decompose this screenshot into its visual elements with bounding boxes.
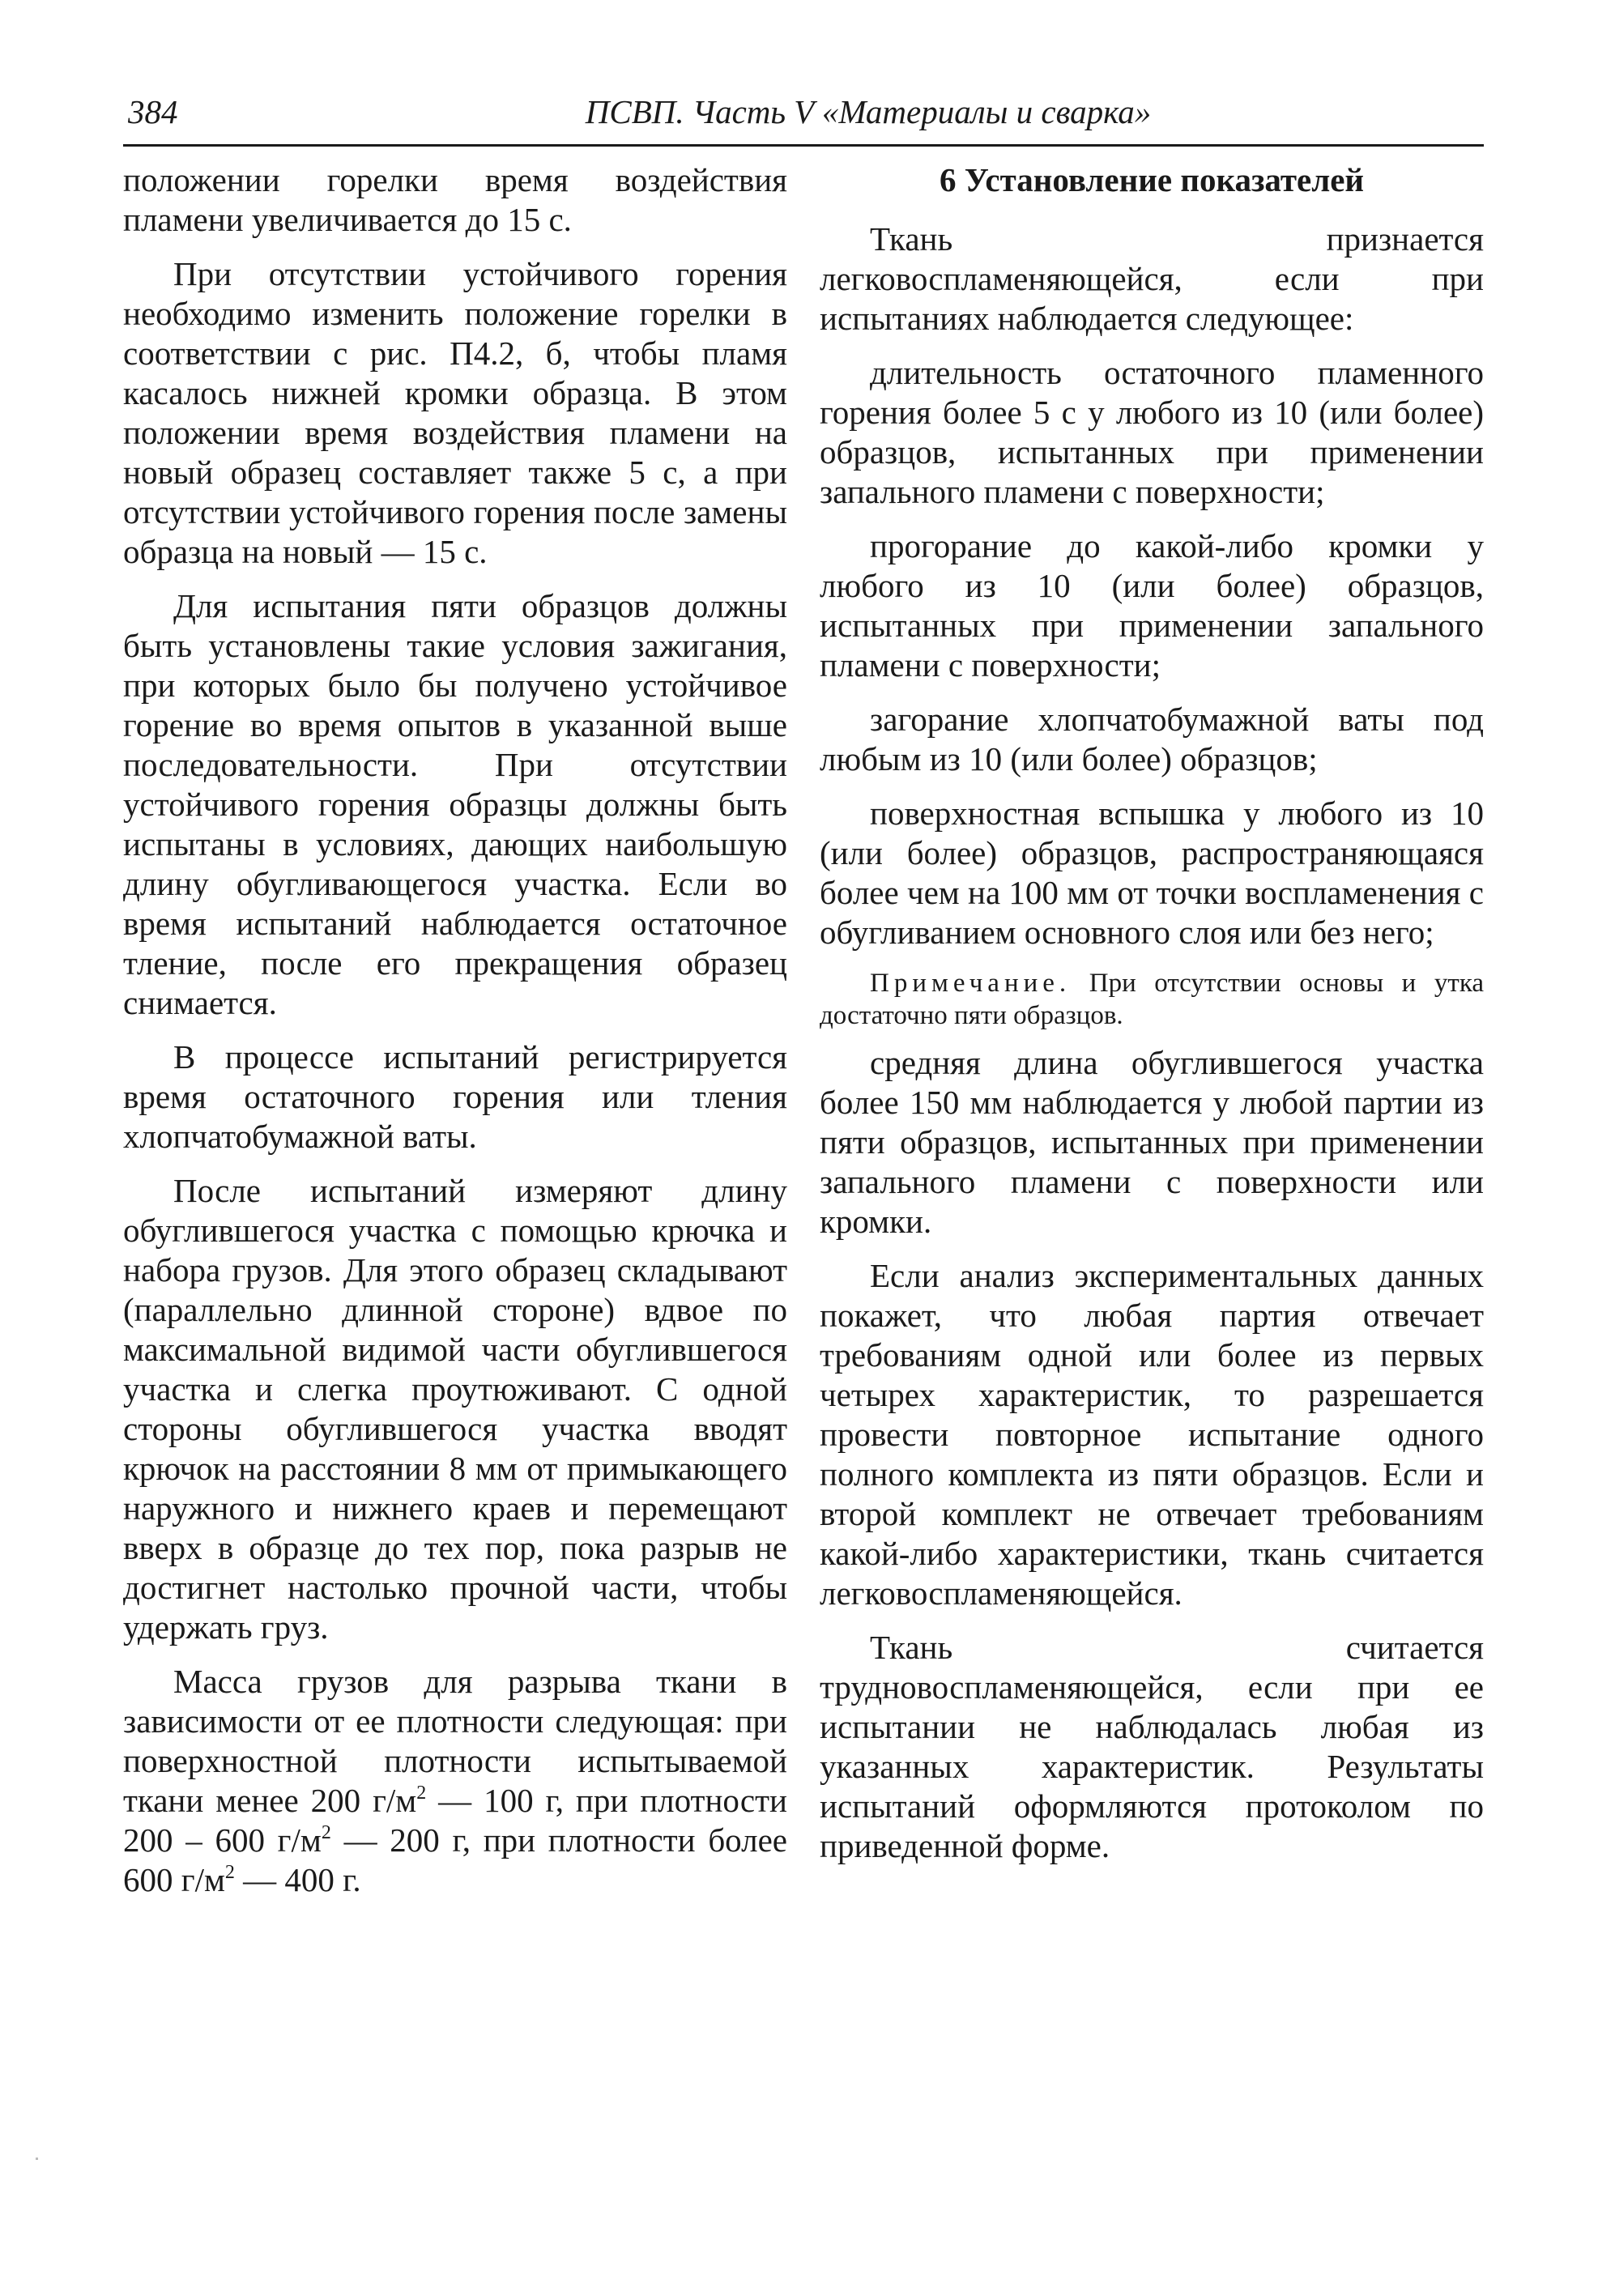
paragraph-conclusion: Ткань считается трудновоспламеняющейся, если при ее испытании не наблюдалась любая из указанных характеристик. Результаты испытаний оформляются протоколом по приведенной форме. bbox=[820, 1629, 1484, 1864]
weight-text-c: — 200 г, при плотности более 600 г/м bbox=[123, 1821, 787, 1898]
note-text: При отсутствии основы и утка достаточно пяти образцов. bbox=[820, 969, 1484, 1030]
paragraph-char-length: После испытаний измеряют длину обуглившегося участка с помощью крючка и набора грузов. Для этого образец складывают (параллельно длинной стороне) вдвое по максимальной видимой части обуглившегося участка и слегка проутюживают. С одной стороны обуглившегося участка вводят крючок на расстоянии 8 мм от примыкающего наружного и нижнего краев и перемещают вверх в образце до тех пор, пока разрыв не достигнет настолько прочной части, чтобы удержать груз. bbox=[123, 1172, 787, 1646]
criterion-char-length: средняя длина обуглившегося участка более 150 мм наблюдается у любой партии из пяти образцов, испытанных при применении запального пламени с поверхности или кромки. bbox=[820, 1044, 1484, 1240]
paragraph-weight-mass bbox=[123, 1662, 787, 1900]
superscript-2: 2 bbox=[224, 1862, 235, 1883]
paragraph-repeat-test: Если анализ экспериментальных данных покажет, что любая партия отвечает требованиям одной или более из первых четырех характеристик, то разрешается провести повторное испытание одного полного комплекта из пяти образцов. Если и второй комплект не отвечает требованиям какой-либо характеристики, ткань считается легковоспламеняющейся. bbox=[820, 1257, 1484, 1612]
right-column bbox=[820, 160, 1484, 1881]
weight-text-b: — 100 г, при плотности 200 – 600 г/м bbox=[123, 1782, 787, 1859]
criterion-surface-flash: поверхностная вспышка у любого из 10 (или более) образцов, распространяющаяся более чем на 100 мм от точки воспламенения с обугливанием основного слоя или без него; bbox=[820, 794, 1484, 951]
criterion-afterflame: длительность остаточного пламенного горения более 5 с у любого из 10 (или более) образцов, испытанных при применении запального пламени с поверхности; bbox=[820, 354, 1484, 510]
paragraph-intro: Ткань признается легковоспламеняющейся, если при испытаниях наблюдается следующее: bbox=[820, 220, 1484, 337]
scan-dot bbox=[36, 2158, 38, 2160]
note-label: Примечание. bbox=[870, 969, 1072, 998]
superscript-2: 2 bbox=[416, 1783, 427, 1804]
criterion-burn-through: прогорание до какой-либо кромки у любого из 10 (или более) образцов, испытанных при применении запального пламени с поверхности; bbox=[820, 527, 1484, 684]
weight-text-d: — 400 г. bbox=[234, 1861, 361, 1898]
paragraph-unstable-burning: При отсутствии устойчивого горения необходимо изменить положение горелки в соответствии с рис. П4.2, б, чтобы пламя касалось нижней кромки образца. В этом положении время воздействия пламени на новый образец составляет также 5 с, а при отсутствии устойчивого горения после замены образца на новый — 15 с. bbox=[123, 255, 787, 570]
section-heading: 6 Установление показателей bbox=[939, 161, 1365, 198]
left-column bbox=[123, 160, 787, 1915]
paragraph-registration: В процессе испытаний регистрируется время остаточного горения или тления хлопчатобумажной ваты. bbox=[123, 1038, 787, 1155]
superscript-2: 2 bbox=[321, 1822, 331, 1843]
criterion-cotton-ignition: загорание хлопчатобумажной ваты под любым из 10 (или более) образцов; bbox=[820, 701, 1484, 777]
paragraph-continuation: положении горелки время воздействия пламени увеличивается до 15 с. bbox=[123, 161, 787, 238]
page-number: 384 bbox=[128, 93, 178, 130]
running-title: ПСВП. Часть V «Материалы и сварка» bbox=[585, 93, 1152, 130]
note bbox=[820, 967, 1484, 1032]
weight-text-a: Масса грузов для разрыва ткани в зависимости от ее плотности следующая: при поверхностной плотности испытываемой ткани менее 200 г/м bbox=[123, 1663, 787, 1819]
paragraph-ignition-conditions: Для испытания пяти образцов должны быть установлены такие условия зажигания, при которых было бы получено устойчивое горение во время опытов в указанной выше последовательности. При отсутствии устойчивого горения образцы должны быть испытаны в условиях, дающих наибольшую длину обугливающегося участка. Если во время испытаний наблюдается остаточное тление, после его прекращения образец снимается. bbox=[123, 587, 787, 1021]
page-header bbox=[123, 87, 1484, 147]
